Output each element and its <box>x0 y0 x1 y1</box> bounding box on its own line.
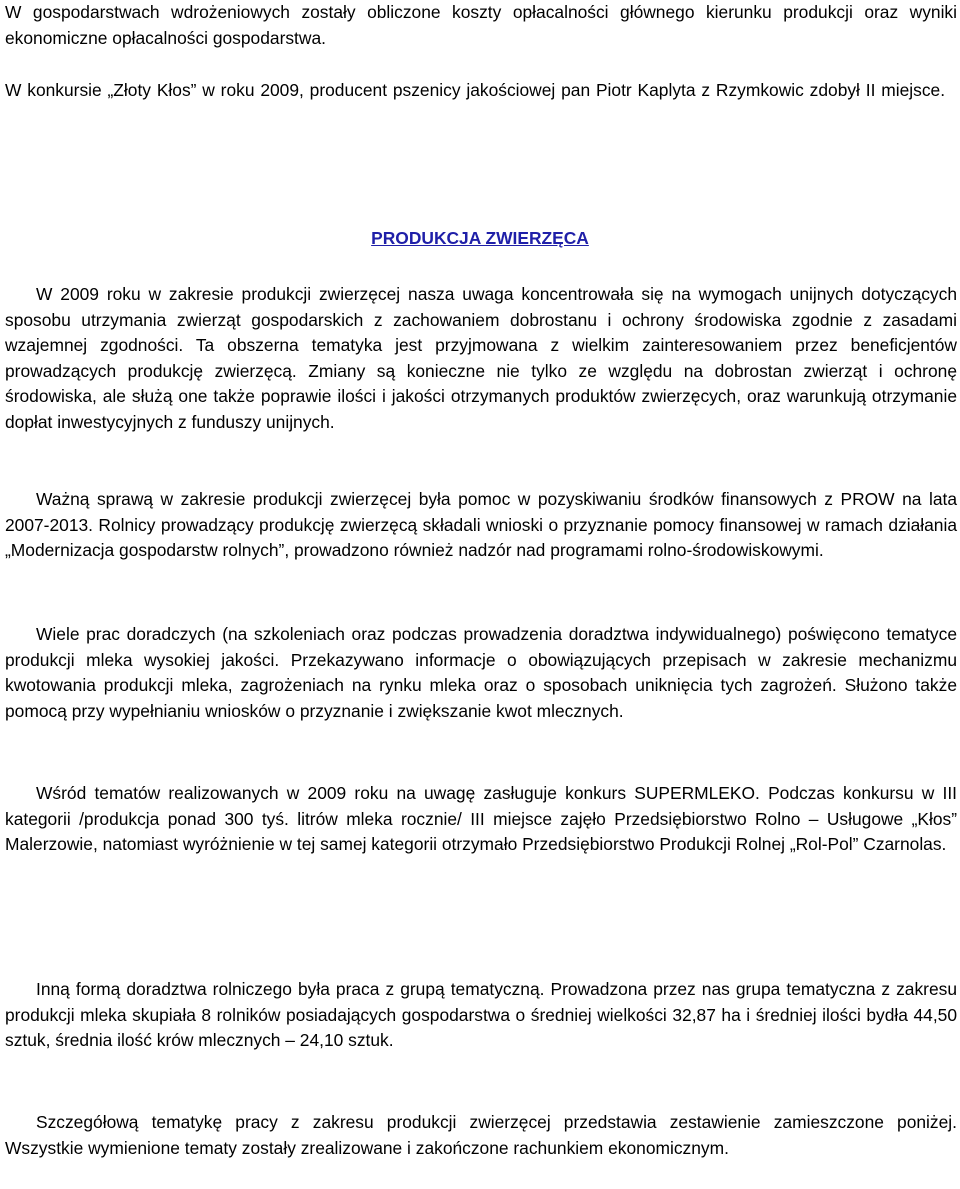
paragraph-animal-welfare: W 2009 roku w zakresie produkcji zwierzęcej nasza uwaga koncentrowała się na wymogach unijnych dotyczących sposobu utrzymania zwierząt gospodarskich z zachowaniem dobrostanu i ochrony środowiska zgodnie z zasadami wzajemnej zgodności. Ta obszerna tematyka jest przyjmowana z wielkim zainteresowaniem przez beneficjentów prowadzących produkcję zwierzęcą. Zmiany są konieczne nie tylko ze względu na dobrostan zwierząt i ochronę środowiska, ale służą one także poprawie ilości i jakości otrzymanych produktów zwierzęcych, oraz warunkują otrzymanie dopłat inwestycyjnych z funduszy unijnych. <box>5 284 957 432</box>
paragraph-summary: Szczegółową tematykę pracy z zakresu produkcji zwierzęcej przedstawia zestawienie zamieszczone poniżej. Wszystkie wymienione tematy zostały zrealizowane i zakończone rachunkiem ekonomicznym. <box>5 1112 957 1158</box>
paragraph-prow-funding: Ważną sprawą w zakresie produkcji zwierzęcej była pomoc w pozyskiwaniu środków finansowych z PROW na lata 2007-2013. Rolnicy prowadzący produkcję zwierzęcą składali wnioski o przyznanie pomocy finansowej w ramach działania „Modernizacja gospodarstw rolnych”, prowadzono również nadzór nad programami rolno-środowiskowymi. <box>5 489 957 560</box>
paragraph-milk-quality: Wiele prac doradczych (na szkoleniach oraz podczas prowadzenia doradztwa indywidualnego) poświęcono tematyce produkcji mleka wysokiej jakości. Przekazywano informacje o obowiązujących przepisach w zakresie mechanizmu kwotowania produkcji mleka, zagrożeniach na rynku mleka oraz o sposobach uniknięcia tych zagrożeń. Służono także pomocą przy wypełnianiu wniosków o przyznanie i zwiększanie kwot mlecznych. <box>5 624 957 721</box>
intro-paragraph-contest: W konkursie „Złoty Kłos” w roku 2009, producent pszenicy jakościowej pan Piotr Kaplyta z Rzymkowic zdobył II miejsce. <box>5 80 946 100</box>
paragraph-supermleko: Wśród tematów realizowanych w 2009 roku na uwagę zasługuje konkurs SUPERMLEKO. Podczas konkursu w III kategorii /produkcja ponad 300 tyś. litrów mleka rocznie/ III miejsce zajęło Przedsiębiorstwo Rolno – Usługowe „Kłos” Malerzowie, natomiast wyróżnienie w tej samej kategorii otrzymało Przedsiębiorstwo Produkcji Rolnej „Rol-Pol” Czarnolas. <box>5 783 957 854</box>
paragraph-thematic-group: Inną formą doradztwa rolniczego była praca z grupą tematyczną. Prowadzona przez nas grupa tematyczna z zakresu produkcji mleka skupiała 8 rolników posiadających gospodarstwa o średniej wielkości 32,87 ha i średniej ilości bydła 44,50 sztuk, średnia ilość krów mlecznych – 24,10 sztuk. <box>5 979 957 1050</box>
section-title: PRODUKCJA ZWIERZĘCA <box>371 228 589 248</box>
intro-paragraph-costs: W gospodarstwach wdrożeniowych zostały obliczone koszty opłacalności głównego kierunku produkcji oraz wyniki ekonomiczne opłacalności gospodarstwa. <box>5 2 957 48</box>
